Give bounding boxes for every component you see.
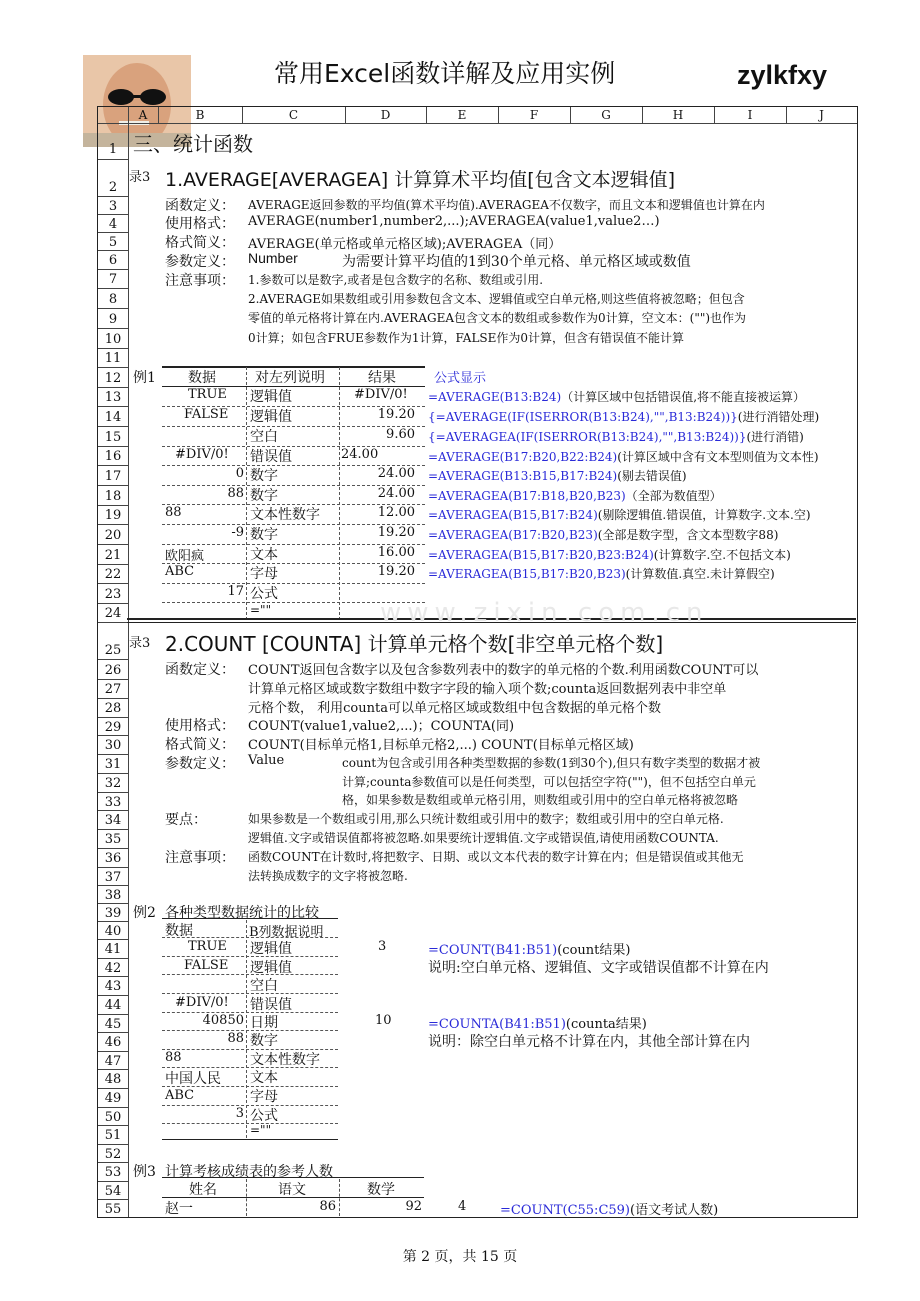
ex1-formula-row bbox=[428, 467, 687, 484]
row-header[interactable]: 36 bbox=[98, 848, 129, 868]
table-rule bbox=[162, 583, 425, 584]
s2-param-1: count为包含或引用各种类型数据的参数(1到30个),但只有数字类型的数据才被 bbox=[342, 756, 761, 770]
col-header-g[interactable]: G bbox=[570, 107, 643, 124]
ex3-head-name: 姓名 bbox=[189, 1182, 217, 1198]
s1-heading: 1.AVERAGE[AVERAGEA] 计算算术平均值[包含文本逻辑值] bbox=[165, 169, 676, 191]
ex1-formula-row bbox=[428, 448, 819, 465]
row-header[interactable]: 50 bbox=[98, 1107, 129, 1126]
row-header[interactable]: 4 bbox=[98, 214, 129, 233]
ex1-desc-cell: 字母 bbox=[250, 566, 278, 582]
table-divider bbox=[246, 1179, 247, 1216]
ex3-head-chinese: 语文 bbox=[278, 1182, 306, 1198]
ex3-cell-chinese: 86 bbox=[319, 1199, 336, 1214]
formula-text: {=AVERAGEA(IF(ISERROR(B13:B24),"",B13:B24))} bbox=[428, 430, 747, 444]
ex3-cell-name: 赵一 bbox=[165, 1201, 193, 1217]
formula-note: (进行消错) bbox=[746, 430, 804, 444]
ex1-formula-row bbox=[428, 487, 722, 504]
table-rule bbox=[162, 544, 425, 545]
row-header[interactable]: 11 bbox=[98, 348, 129, 368]
col-header-a[interactable]: A bbox=[128, 107, 159, 124]
ex2-desc-cell: 错误值 bbox=[250, 997, 292, 1013]
row-header[interactable]: 23 bbox=[98, 583, 129, 604]
table-rule bbox=[162, 524, 425, 525]
table-rule bbox=[162, 1197, 424, 1198]
ex2-desc-cell: 空白 bbox=[250, 978, 278, 994]
ex2-desc-cell: 日期 bbox=[250, 1015, 278, 1031]
count-result: 3 bbox=[378, 939, 387, 954]
formula-note: (计算区域中含有文本型则值为文本性) bbox=[617, 450, 819, 464]
col-header-i[interactable]: I bbox=[714, 107, 787, 124]
s1-param-name: Number bbox=[248, 250, 298, 266]
table-rule bbox=[162, 918, 338, 919]
row-header[interactable]: 53 bbox=[98, 1162, 129, 1182]
row-header[interactable]: 10 bbox=[98, 328, 129, 349]
ex1-desc-cell: 逻辑值 bbox=[250, 389, 292, 405]
ex1-result-cell: #DIV/0! bbox=[354, 387, 408, 402]
ex2-data-cell: FALSE bbox=[184, 958, 229, 973]
row-header[interactable]: 22 bbox=[98, 564, 129, 584]
ex1-desc-cell: 逻辑值 bbox=[250, 409, 292, 425]
ex1-formula-row bbox=[428, 546, 791, 563]
row-header[interactable]: 51 bbox=[98, 1125, 129, 1145]
ex2-head-desc: B列数据说明 bbox=[249, 925, 324, 940]
table-rule bbox=[162, 485, 425, 486]
s1-note-3: 零值的单元格将计算在内.AVERAGEA包含文本的数组或参数作为0计算，空文本：("")也作为 bbox=[248, 311, 747, 325]
s1-brief-label: 格式简义： bbox=[165, 235, 235, 251]
ex2-data-cell: 88 bbox=[165, 1050, 182, 1065]
s2-param-2: 计算;counta参数值可以是任何类型，可以包括空字符("")，但不包括空白单元 bbox=[342, 775, 756, 789]
s2-def-2: 计算单元格区域或数字数组中数字字段的输入项个数;counta返回数据列表中非空单 bbox=[248, 682, 727, 697]
ex1-desc-cell: 数字 bbox=[250, 468, 278, 484]
s2-use-text: COUNT(value1,value2,...)；COUNTA(同) bbox=[248, 719, 515, 734]
formula-note: (计算数字.空.不包括文本) bbox=[653, 548, 791, 562]
row-header[interactable]: 26 bbox=[98, 659, 129, 680]
table-rule bbox=[162, 1177, 424, 1178]
example3-title: 计算考核成绩表的参考人数 bbox=[165, 1164, 333, 1180]
s2-param-3: 格，如果参数是数组或单元格引用，则数组或引用中的空白单元格将被忽略 bbox=[342, 793, 739, 807]
ex1-result-cell: 24.00 bbox=[341, 447, 379, 462]
ex1-desc-cell: 文本 bbox=[250, 547, 278, 563]
row-header[interactable]: 27 bbox=[98, 679, 129, 699]
col-header-b[interactable]: B bbox=[158, 107, 243, 124]
ex1-desc-cell: 数字 bbox=[250, 527, 278, 543]
table-rule bbox=[162, 446, 425, 447]
row-header[interactable]: 48 bbox=[98, 1069, 129, 1089]
s1-note-1: 1.参数可以是数字,或者是包含数字的名称、数组或引用. bbox=[248, 273, 544, 287]
formula-text: =COUNT(C55:C59) bbox=[500, 1203, 630, 1218]
formula-text: =AVERAGEA(B17:B18,B20,B23) bbox=[428, 489, 626, 503]
ex1-data-cell: ABC bbox=[165, 564, 195, 579]
row-header[interactable]: 30 bbox=[98, 735, 129, 755]
row-header[interactable]: 54 bbox=[98, 1181, 129, 1200]
ex1-head-desc: 对左列说明 bbox=[255, 370, 325, 386]
ex1-desc-cell: 错误值 bbox=[250, 449, 292, 465]
s2-def-label: 函数定义： bbox=[165, 662, 235, 678]
col-header-d[interactable]: D bbox=[345, 107, 427, 124]
row-header[interactable]: 45 bbox=[98, 1014, 129, 1033]
table-rule bbox=[162, 465, 425, 466]
ex1-data-cell: FALSE bbox=[184, 407, 229, 422]
ex1-data-cell: 88 bbox=[227, 486, 244, 501]
s2-brief-text: COUNT(目标单元格1,目标单元格2,...) COUNT(目标单元格区域) bbox=[248, 738, 634, 753]
ex1-desc-cell: 文本性数字 bbox=[250, 507, 320, 523]
s2-param-label: 参数定义： bbox=[165, 756, 235, 772]
formula-note: (进行消错处理) bbox=[737, 410, 820, 424]
s2-brief-label: 格式简义： bbox=[165, 737, 235, 753]
example2-label: 例2 bbox=[133, 905, 156, 921]
page-title: 常用Excel函数详解及应用实例 bbox=[274, 59, 616, 88]
ex2-desc-cell: 文本 bbox=[250, 1070, 278, 1086]
row-header[interactable]: 5 bbox=[98, 232, 129, 251]
ex1-result-cell: 19.20 bbox=[377, 407, 415, 422]
example2-title: 各种类型数据统计的比较 bbox=[165, 905, 319, 921]
ex1-formula-head: 公式显示 bbox=[434, 371, 487, 386]
row-header[interactable]: 33 bbox=[98, 792, 129, 811]
ex2-data-cell: TRUE bbox=[188, 939, 227, 954]
table-rule bbox=[162, 974, 338, 975]
ex2-data-cell: 中国人民 bbox=[165, 1071, 221, 1087]
row-header[interactable]: 42 bbox=[98, 958, 129, 977]
row-header[interactable]: 21 bbox=[98, 544, 129, 565]
table-rule bbox=[162, 1139, 338, 1140]
s1-def-text: AVERAGE返回参数的平均值(算术平均值).AVERAGEA不仅数字，而且文本和逻辑值也计算在内 bbox=[248, 198, 765, 212]
row-header[interactable]: 20 bbox=[98, 524, 129, 545]
row-header[interactable]: 29 bbox=[98, 717, 129, 736]
formula-note: (剔除逻辑值.错误值，计算数字.文本.空) bbox=[597, 508, 811, 522]
ex1-data-cell: -9 bbox=[231, 525, 244, 540]
formula-note: （计算区域中包括错误值,将不能直接被运算） bbox=[561, 390, 806, 404]
ex1-result-cell: 24.00 bbox=[377, 486, 415, 501]
ex2-data-cell: 3 bbox=[235, 1106, 244, 1121]
ex1-data-cell: 88 bbox=[165, 505, 182, 520]
ex3-formula-row bbox=[500, 1199, 718, 1218]
count-explanation: 说明:空白单元格、逻辑值、文字或错误值都不计算在内 bbox=[428, 960, 769, 976]
ex2-data-cell: ABC bbox=[165, 1088, 195, 1103]
row-header[interactable]: 8 bbox=[98, 288, 129, 309]
ex1-formula-row bbox=[428, 526, 778, 543]
ex1-data-cell: 17 bbox=[227, 584, 244, 599]
row-header[interactable]: 17 bbox=[98, 465, 129, 486]
s1-note-label: 注意事项： bbox=[165, 273, 235, 289]
s2-use-label: 使用格式： bbox=[165, 718, 235, 734]
ex1-data-cell: 0 bbox=[235, 466, 244, 481]
ex2-data-cell: #DIV/0! bbox=[175, 995, 229, 1010]
row-header[interactable]: 1 bbox=[98, 124, 129, 160]
row-header[interactable]: 24 bbox=[98, 603, 129, 623]
row-header[interactable]: 3 bbox=[98, 196, 129, 215]
ex1-formula-row bbox=[428, 388, 805, 405]
row-header[interactable]: 44 bbox=[98, 995, 129, 1015]
section-title: 三、统计函数 bbox=[133, 132, 253, 156]
formula-text: =COUNTA(B41:B51) bbox=[428, 1017, 566, 1032]
s1-param-label: 参数定义： bbox=[165, 254, 235, 270]
ex1-result-cell: 12.00 bbox=[377, 505, 415, 520]
example3-label: 例3 bbox=[133, 1164, 156, 1180]
row-header[interactable]: 41 bbox=[98, 939, 129, 959]
formula-note: (计算数值.真空.未计算假空) bbox=[625, 567, 775, 581]
ex2-desc-cell: 字母 bbox=[250, 1089, 278, 1105]
formula-text: =AVERAGEA(B15,B17:B20,B23) bbox=[428, 567, 626, 581]
row-header[interactable]: 32 bbox=[98, 773, 129, 793]
col-header-e[interactable]: E bbox=[426, 107, 499, 124]
row-header[interactable]: 46 bbox=[98, 1032, 129, 1052]
col-header-j[interactable]: J bbox=[786, 107, 857, 124]
row-header[interactable]: 55 bbox=[98, 1199, 129, 1217]
formula-text: =COUNT(B41:B51) bbox=[428, 943, 558, 958]
formula-note: (counta结果) bbox=[565, 1017, 647, 1032]
s2-note-1: 函数COUNT在计数时,将把数字、日期、或以文本代表的数字计算在内；但是错误值或其他无 bbox=[248, 850, 744, 864]
formula-text: =AVERAGE(B17:B20,B22:B24) bbox=[428, 450, 618, 464]
ex1-data-cell: #DIV/0! bbox=[175, 447, 229, 462]
row-header[interactable]: 14 bbox=[98, 406, 129, 427]
row-header[interactable]: 37 bbox=[98, 867, 129, 886]
row-header[interactable]: 18 bbox=[98, 485, 129, 506]
table-rule bbox=[162, 1123, 338, 1124]
s1-use-text: AVERAGE(number1,number2,...);AVERAGEA(value1,value2…) bbox=[248, 214, 660, 229]
watermark: www.zixin.com.cn bbox=[380, 598, 709, 628]
row-header[interactable]: 7 bbox=[98, 269, 129, 289]
row-header[interactable]: 13 bbox=[98, 387, 129, 407]
table-rule bbox=[162, 1086, 338, 1087]
s2-key-2: 逻辑值.文字或错误值都将被忽略.如果要统计逻辑值.文字或错误值,请使用函数COUNTA. bbox=[248, 831, 719, 845]
row-header[interactable]: 25 bbox=[98, 622, 129, 660]
col-header-h[interactable]: H bbox=[642, 107, 715, 124]
table-rule bbox=[162, 406, 425, 407]
ex3-cell-math: 92 bbox=[405, 1199, 422, 1214]
example1-label: 例1 bbox=[133, 370, 156, 386]
ex1-formula-row bbox=[428, 565, 775, 582]
table-rule bbox=[162, 937, 338, 938]
s1-note-2: 2.AVERAGE如果数组或引用参数包含文本、逻辑值或空白单元格,则这些值将被忽略；但包含 bbox=[248, 292, 745, 306]
side-tag-2: 录3 bbox=[129, 636, 151, 651]
ex3-head-math: 数学 bbox=[367, 1182, 395, 1198]
count-formula-row bbox=[428, 939, 630, 958]
ex2-head-data: 数据 bbox=[165, 923, 193, 939]
ex2-data-cell: 88 bbox=[227, 1031, 244, 1046]
row-header[interactable]: 15 bbox=[98, 426, 129, 447]
s2-def-3: 元格个数， 利用counta可以单元格区域或数组中包含数据的单元格个数 bbox=[248, 701, 661, 716]
corner-cell bbox=[98, 107, 129, 124]
table-rule bbox=[162, 1012, 338, 1013]
s2-key-1: 如果参数是一个数组或引用,那么只统计数组或引用中的数字；数组或引用中的空白单元格. bbox=[248, 812, 724, 826]
ex2-data-cell: 40850 bbox=[202, 1013, 244, 1028]
ex1-result-cell: 19.20 bbox=[377, 525, 415, 540]
s1-use-label: 使用格式： bbox=[165, 216, 235, 232]
table-rule bbox=[162, 1105, 338, 1106]
row-header[interactable]: 2 bbox=[98, 159, 129, 197]
ex1-desc-cell: 数字 bbox=[250, 488, 278, 504]
formula-note: (全部是数字型，含文本型数字88) bbox=[597, 528, 779, 542]
ex1-desc-cell: ="" bbox=[250, 603, 272, 617]
row-header[interactable]: 49 bbox=[98, 1088, 129, 1108]
ex1-formula-row bbox=[428, 506, 811, 523]
formula-text: =AVERAGE(B13:B15,B17:B24) bbox=[428, 469, 618, 483]
table-rule bbox=[162, 426, 425, 427]
ex1-result-cell: 19.20 bbox=[377, 564, 415, 579]
table-rule bbox=[162, 504, 425, 505]
col-header-c[interactable]: C bbox=[242, 107, 346, 124]
row-header[interactable]: 16 bbox=[98, 446, 129, 466]
s2-param-name: Value bbox=[248, 753, 285, 768]
ex1-data-cell: TRUE bbox=[188, 387, 227, 402]
page-footer: 第 2 页，共 15 页 bbox=[402, 1249, 518, 1265]
formula-text: =AVERAGEA(B15,B17:B24) bbox=[428, 508, 598, 522]
table-rule bbox=[162, 1030, 338, 1031]
s2-heading: 2.COUNT [COUNTA] 计算单元格个数[非空单元格个数] bbox=[165, 632, 664, 656]
row-header[interactable]: 35 bbox=[98, 829, 129, 849]
row-header[interactable]: 43 bbox=[98, 976, 129, 996]
formula-text: =AVERAGEA(B17:B20,B23) bbox=[428, 528, 598, 542]
ex1-desc-cell: 公式 bbox=[250, 586, 278, 602]
ex3-result: 4 bbox=[458, 1199, 467, 1214]
ex1-result-cell: 9.60 bbox=[386, 427, 415, 442]
s1-def-label: 函数定义： bbox=[165, 198, 235, 214]
row-header[interactable]: 52 bbox=[98, 1144, 129, 1163]
table-rule bbox=[162, 1067, 338, 1068]
col-header-f[interactable]: F bbox=[498, 107, 571, 124]
ex2-desc-cell: 文本性数字 bbox=[250, 1052, 320, 1068]
row-header[interactable]: 40 bbox=[98, 921, 129, 940]
formula-note: (剔去错误值) bbox=[617, 469, 687, 483]
formula-note: (语文考试人数) bbox=[630, 1203, 719, 1218]
ex1-result-cell: 24.00 bbox=[377, 466, 415, 481]
brand-name: zylkfxy bbox=[737, 60, 828, 90]
formula-note: (count结果) bbox=[557, 943, 631, 958]
ex1-formula-row bbox=[428, 428, 804, 445]
ex2-desc-cell: 逻辑值 bbox=[250, 960, 292, 976]
formula-text: =AVERAGEA(B15,B17:B20,B23:B24) bbox=[428, 548, 654, 562]
row-header[interactable]: 34 bbox=[98, 810, 129, 830]
ex1-data-cell: 欧阳疯 bbox=[165, 549, 205, 564]
row-header[interactable]: 6 bbox=[98, 250, 129, 270]
ex1-head-data: 数据 bbox=[188, 370, 216, 386]
ex1-result-cell: 16.00 bbox=[377, 545, 415, 560]
row-header[interactable]: 9 bbox=[98, 308, 129, 329]
counta-result: 10 bbox=[375, 1013, 392, 1028]
s1-note-4: 0计算；如包含FRUE参数作为1计算，FALSE作为0计算，但含有错误值不能计算 bbox=[248, 331, 685, 345]
counta-formula-row bbox=[428, 1013, 647, 1032]
row-header[interactable]: 28 bbox=[98, 698, 129, 718]
s2-def-1: COUNT返回包含数字以及包含参数列表中的数字的单元格的个数.利用函数COUNT可以 bbox=[248, 663, 759, 678]
row-header[interactable]: 47 bbox=[98, 1051, 129, 1070]
side-tag: 录3 bbox=[129, 170, 151, 185]
ex2-desc-cell: 逻辑值 bbox=[250, 941, 292, 957]
formula-note: （全部为数值型） bbox=[625, 489, 722, 503]
table-rule bbox=[162, 993, 338, 994]
row-header[interactable]: 31 bbox=[98, 754, 129, 774]
ex1-head-result: 结果 bbox=[368, 370, 396, 386]
ex1-desc-cell: 空白 bbox=[250, 429, 278, 445]
row-header[interactable]: 12 bbox=[98, 367, 129, 388]
ex1-formula-row bbox=[428, 408, 819, 425]
ex2-desc-cell: 公式 bbox=[250, 1108, 278, 1124]
formula-text: {=AVERAGE(IF(ISERROR(B13:B24),"",B13:B24))} bbox=[428, 410, 738, 424]
s2-key-label: 要点： bbox=[165, 812, 207, 828]
s1-param-text: 为需要计算平均值的1到30个单元格、单元格区域或数值 bbox=[342, 254, 691, 270]
s1-brief-text: AVERAGE(单元格或单元格区域);AVERAGEA（同） bbox=[248, 237, 562, 252]
counta-explanation: 说明：除空白单元格不计算在内，其他全部计算在内 bbox=[428, 1034, 750, 1050]
table-rule bbox=[162, 563, 425, 564]
s2-note-2: 法转换成数字的文字将被忽略. bbox=[248, 869, 408, 883]
table-rule bbox=[162, 956, 338, 957]
ex2-desc-cell: 数字 bbox=[250, 1033, 278, 1049]
table-rule bbox=[162, 1049, 338, 1050]
row-header[interactable]: 19 bbox=[98, 505, 129, 525]
formula-text: =AVERAGE(B13:B24) bbox=[428, 390, 562, 404]
s2-note-label: 注意事项： bbox=[165, 850, 235, 866]
row-header[interactable]: 39 bbox=[98, 903, 129, 922]
ex2-desc-cell: ="" bbox=[250, 1123, 272, 1137]
row-header[interactable]: 38 bbox=[98, 885, 129, 904]
